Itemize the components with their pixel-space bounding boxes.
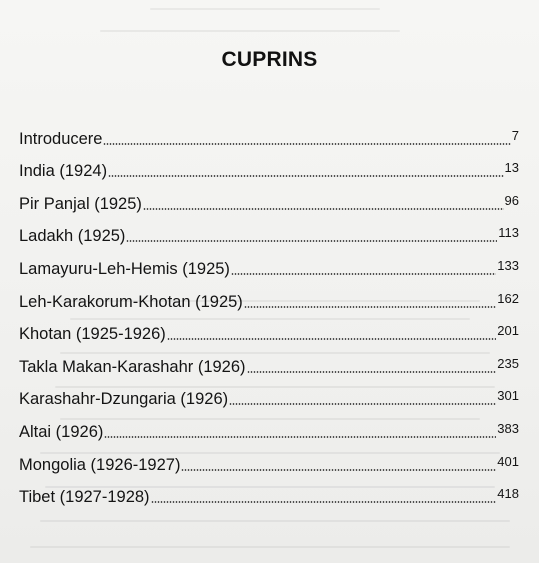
dot-leader (229, 403, 496, 405)
toc-entry-title: Takla Makan-Karashahr (1926) (19, 357, 246, 376)
toc-entry-title: Pir Panjal (1925) (19, 194, 142, 213)
toc-entry-page: 383 (497, 420, 519, 436)
toc-entry-page: 96 (504, 192, 519, 208)
dot-leader (143, 208, 504, 210)
toc-entry-page: 401 (497, 453, 519, 469)
toc-entry-title: Introducere (19, 129, 103, 148)
dot-leader (151, 501, 497, 503)
page-title: CUPRINS (221, 48, 318, 71)
toc-entry-page: 235 (497, 355, 519, 371)
toc-entry (19, 377, 519, 410)
toc-entry (19, 442, 519, 475)
toc-entry-page: 162 (497, 290, 519, 306)
toc-entry-page: 133 (497, 257, 519, 273)
dot-leader (103, 143, 510, 145)
toc-entry (19, 214, 519, 247)
dot-leader (244, 306, 497, 308)
toc-entry-page: 113 (498, 225, 519, 241)
toc-entry (19, 149, 519, 182)
toc-entry-page: 13 (504, 160, 519, 176)
dot-leader (167, 338, 497, 340)
dot-leader (231, 273, 496, 275)
toc-entry-title: Khotan (1925-1926) (19, 325, 166, 344)
toc-entry (19, 246, 519, 279)
toc-entry (19, 344, 519, 377)
toc-entry-title: Karashahr-Dzungaria (1926) (19, 390, 229, 409)
toc-entry-title: Altai (1926) (19, 422, 104, 441)
toc-entry-title: Tibet (1927-1928) (19, 488, 150, 507)
toc-entry (19, 312, 519, 345)
toc-entry-title: India (1924) (19, 162, 108, 181)
dot-leader (247, 371, 497, 373)
dot-leader (104, 436, 496, 438)
toc-entry-title: Mongolia (1926-1927) (19, 455, 181, 474)
toc-entry-page: 418 (497, 486, 519, 502)
toc-entry (19, 116, 519, 149)
toc-entry (19, 409, 519, 442)
dot-leader (126, 240, 497, 242)
toc-entry-page: 7 (511, 127, 519, 143)
dot-leader (181, 469, 496, 471)
toc-entry (19, 181, 519, 214)
toc-entry-title: Ladakh (1925) (19, 227, 126, 246)
toc-entry-title: Lamayuru-Leh-Hemis (1925) (19, 259, 230, 278)
toc-entry-page: 301 (497, 388, 519, 404)
toc-entry-title: Leh-Karakorum-Khotan (1925) (19, 292, 243, 311)
toc-entry (19, 279, 519, 312)
table-of-contents (19, 116, 519, 507)
dot-leader (108, 175, 503, 177)
toc-entry (19, 475, 519, 508)
toc-entry-page: 201 (497, 323, 519, 339)
